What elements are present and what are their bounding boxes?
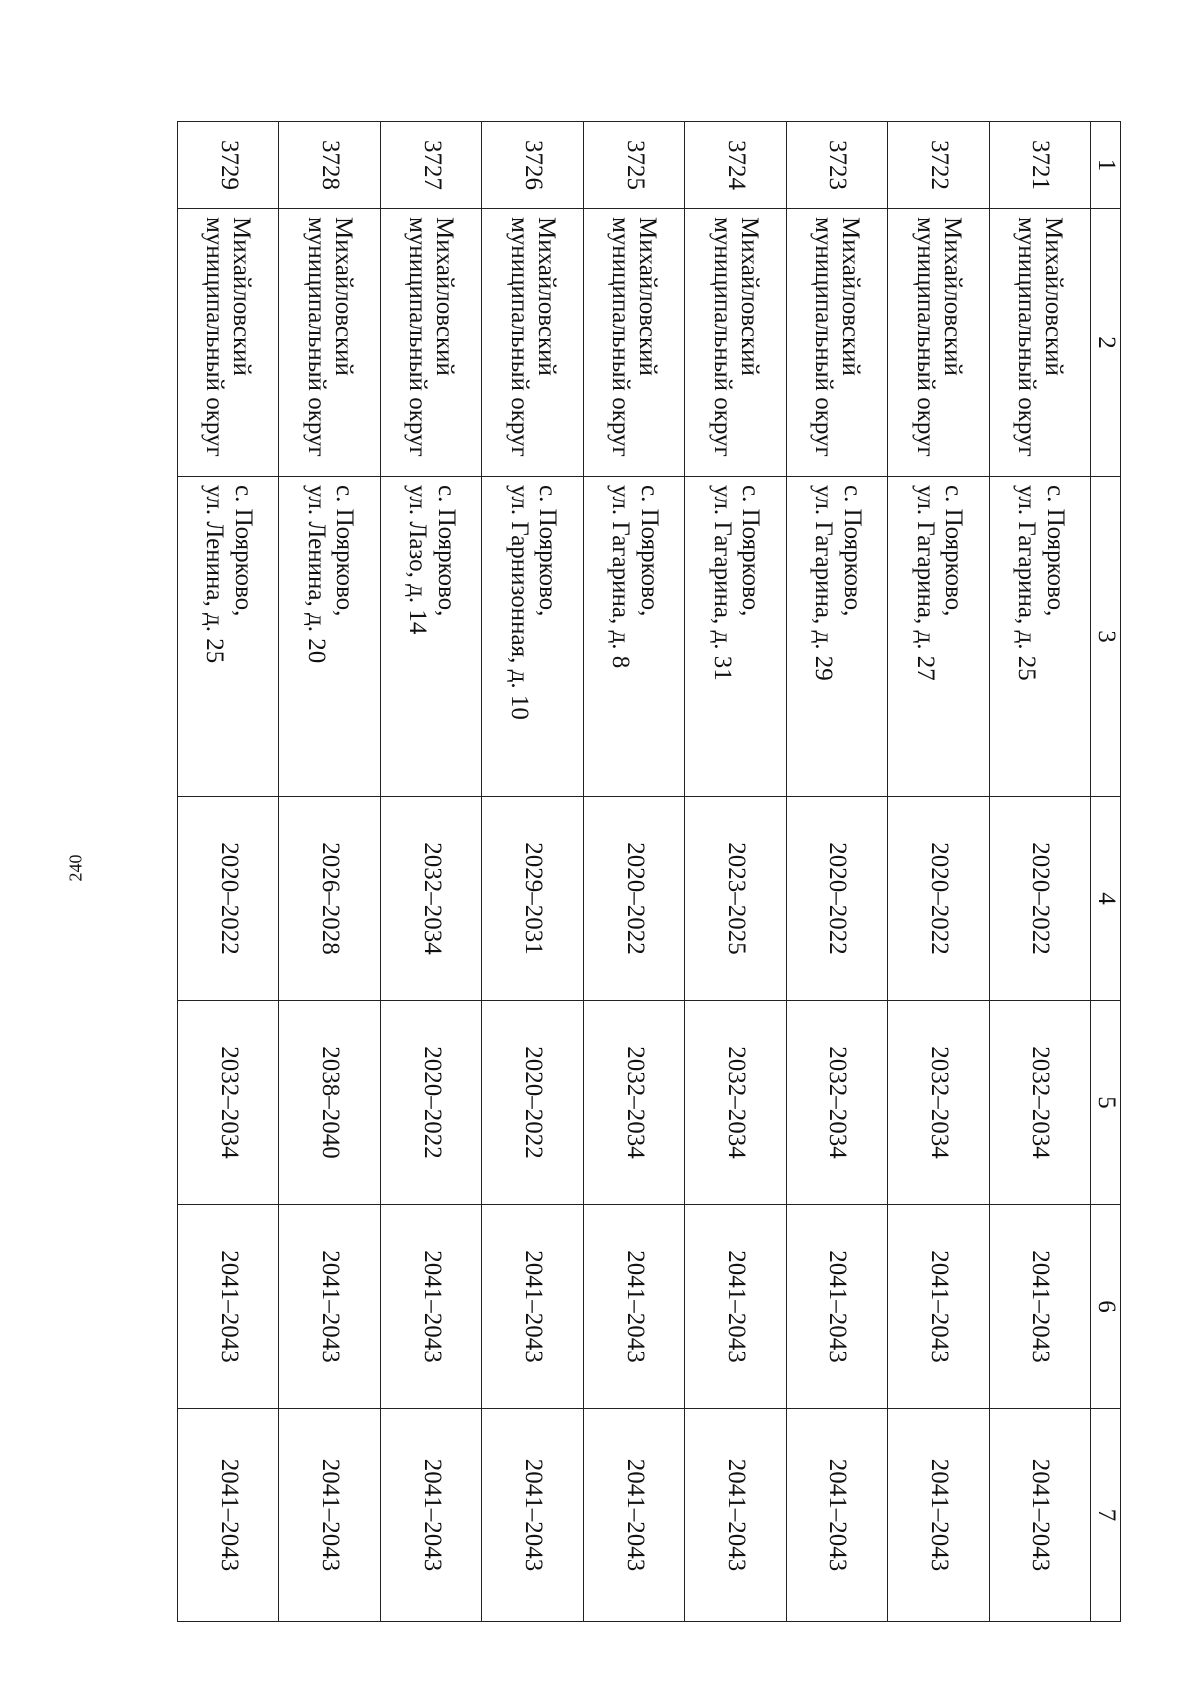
period-cell bbox=[786, 1205, 887, 1409]
district-cell bbox=[583, 209, 684, 477]
district-cell bbox=[279, 209, 380, 477]
table-row bbox=[786, 122, 887, 1622]
period-value: 2038–2040 bbox=[317, 1046, 345, 1159]
period-cell bbox=[583, 1001, 684, 1205]
address-settlement: с. Поярково, bbox=[838, 485, 866, 617]
period-value: 2041–2043 bbox=[317, 1458, 345, 1572]
record-number-cell bbox=[380, 122, 481, 209]
address-street: ул. Гагарина, д. 27 bbox=[911, 485, 939, 681]
period-value: 2032–2034 bbox=[1027, 1046, 1055, 1159]
period-cell bbox=[279, 1409, 380, 1622]
period-value: 2020–2022 bbox=[418, 1046, 446, 1159]
period-cell bbox=[279, 797, 380, 1001]
record-number-cell bbox=[786, 122, 887, 209]
period-value: 2041–2043 bbox=[520, 1250, 548, 1363]
address-cell bbox=[583, 477, 684, 797]
column-header: 4 bbox=[1091, 797, 1121, 1001]
period-cell bbox=[178, 1205, 280, 1409]
period-cell bbox=[989, 1001, 1090, 1205]
period-cell bbox=[583, 797, 684, 1001]
table-container bbox=[177, 121, 1121, 1621]
address-street: ул. Гагарина, д. 29 bbox=[810, 485, 838, 681]
district-cell bbox=[685, 209, 786, 477]
record-number: 3725 bbox=[621, 140, 649, 190]
table-row bbox=[583, 122, 684, 1622]
period-cell bbox=[583, 1409, 684, 1622]
period-cell bbox=[178, 1409, 280, 1622]
address-cell bbox=[482, 477, 583, 797]
period-cell bbox=[786, 1001, 887, 1205]
period-value: 2032–2034 bbox=[824, 1046, 852, 1159]
period-value: 2026–2028 bbox=[317, 842, 345, 955]
period-value: 2020–2022 bbox=[925, 842, 953, 955]
table-row bbox=[279, 122, 380, 1622]
column-header: 6 bbox=[1091, 1205, 1121, 1409]
table-row bbox=[685, 122, 786, 1622]
housing-schedule-table bbox=[177, 121, 1121, 1622]
table-row bbox=[989, 122, 1090, 1622]
address-settlement: с. Поярково, bbox=[534, 485, 562, 617]
period-cell bbox=[685, 1001, 786, 1205]
period-cell bbox=[380, 1205, 481, 1409]
period-value: 2041–2043 bbox=[722, 1458, 750, 1572]
page-number: 240 bbox=[65, 854, 86, 882]
address-street: ул. Ленина, д. 20 bbox=[302, 485, 330, 664]
district-cell bbox=[380, 209, 481, 477]
period-value: 2041–2043 bbox=[824, 1250, 852, 1363]
address-street: ул. Гагарина, д. 31 bbox=[708, 485, 736, 681]
record-number: 3721 bbox=[1027, 140, 1055, 190]
address-settlement: с. Поярково, bbox=[230, 485, 257, 617]
column-header: 7 bbox=[1091, 1409, 1121, 1622]
column-header: 1 bbox=[1091, 122, 1121, 209]
period-value: 2020–2022 bbox=[621, 842, 649, 955]
address-street: ул. Гагарина, д. 25 bbox=[1013, 485, 1041, 681]
address-street: ул. Гагарина, д. 8 bbox=[607, 485, 635, 669]
record-number-cell bbox=[178, 122, 280, 209]
period-cell bbox=[380, 1409, 481, 1622]
record-number: 3724 bbox=[722, 140, 750, 190]
district-name: Михайловский муниципальный округ bbox=[1013, 217, 1068, 457]
record-number-cell bbox=[888, 122, 989, 209]
period-cell bbox=[380, 1001, 481, 1205]
period-cell bbox=[786, 1409, 887, 1622]
address-settlement: с. Поярково, bbox=[432, 485, 460, 617]
period-value: 2020–2022 bbox=[520, 1046, 548, 1159]
table-row bbox=[178, 122, 280, 1622]
table-header-row bbox=[1091, 122, 1121, 1622]
district-cell bbox=[482, 209, 583, 477]
district-name: Михайловский муниципальный округ bbox=[810, 217, 865, 457]
district-name: Михайловский муниципальный округ bbox=[607, 217, 662, 457]
period-cell bbox=[178, 1001, 280, 1205]
address-settlement: с. Поярково, bbox=[635, 485, 663, 617]
record-number: 3723 bbox=[824, 140, 852, 190]
period-cell bbox=[178, 797, 280, 1001]
period-cell bbox=[989, 1409, 1090, 1622]
period-cell bbox=[279, 1001, 380, 1205]
address-settlement: с. Поярково, bbox=[737, 485, 765, 617]
period-value: 2032–2034 bbox=[418, 842, 446, 955]
period-value: 2041–2043 bbox=[824, 1458, 852, 1572]
record-number-cell bbox=[279, 122, 380, 209]
address-cell bbox=[888, 477, 989, 797]
district-name: Михайловский муниципальный округ bbox=[505, 217, 560, 457]
address-cell bbox=[685, 477, 786, 797]
period-value: 2041–2043 bbox=[925, 1250, 953, 1363]
district-name: Михайловский муниципальный округ bbox=[708, 217, 763, 457]
period-value: 2041–2043 bbox=[317, 1250, 345, 1363]
period-value: 2023–2025 bbox=[722, 842, 750, 955]
period-value: 2041–2043 bbox=[520, 1458, 548, 1572]
period-value: 2029–2031 bbox=[520, 842, 548, 955]
address-settlement: с. Поярково, bbox=[1041, 485, 1069, 617]
period-value: 2041–2043 bbox=[215, 1250, 243, 1363]
period-value: 2032–2034 bbox=[925, 1046, 953, 1159]
period-value: 2041–2043 bbox=[1027, 1250, 1055, 1363]
address-settlement: с. Поярково, bbox=[940, 485, 968, 617]
address-cell bbox=[380, 477, 481, 797]
period-cell bbox=[888, 797, 989, 1001]
table-row bbox=[482, 122, 583, 1622]
period-value: 2032–2034 bbox=[621, 1046, 649, 1159]
period-cell bbox=[888, 1001, 989, 1205]
district-name: Михайловский муниципальный округ bbox=[404, 217, 459, 457]
period-cell bbox=[888, 1409, 989, 1622]
period-value: 2041–2043 bbox=[418, 1250, 446, 1363]
address-cell bbox=[178, 477, 280, 797]
period-value: 2032–2034 bbox=[215, 1046, 243, 1159]
column-header: 5 bbox=[1091, 1001, 1121, 1205]
record-number-cell bbox=[583, 122, 684, 209]
column-header: 3 bbox=[1091, 477, 1121, 797]
period-value: 2020–2022 bbox=[824, 842, 852, 955]
period-value: 2041–2043 bbox=[621, 1458, 649, 1572]
record-number: 3726 bbox=[520, 140, 548, 190]
address-cell bbox=[989, 477, 1090, 797]
period-cell bbox=[482, 1409, 583, 1622]
period-value: 2020–2022 bbox=[215, 842, 243, 955]
district-cell bbox=[178, 209, 280, 477]
period-cell bbox=[685, 1409, 786, 1622]
record-number: 3727 bbox=[418, 140, 446, 190]
address-cell bbox=[279, 477, 380, 797]
period-value: 2041–2043 bbox=[1027, 1458, 1055, 1572]
period-value: 2041–2043 bbox=[722, 1250, 750, 1363]
period-value: 2032–2034 bbox=[722, 1046, 750, 1159]
address-street: ул. Ленина, д. 25 bbox=[201, 485, 229, 664]
record-number: 3722 bbox=[925, 140, 953, 190]
record-number-cell bbox=[989, 122, 1090, 209]
address-street: ул. Гарнизонная, д. 10 bbox=[505, 485, 533, 720]
period-cell bbox=[482, 1001, 583, 1205]
period-cell bbox=[482, 1205, 583, 1409]
record-number-cell bbox=[685, 122, 786, 209]
column-header: 2 bbox=[1091, 209, 1121, 477]
district-name: Михайловский муниципальный округ bbox=[302, 217, 357, 457]
period-cell bbox=[685, 797, 786, 1001]
address-settlement: с. Поярково, bbox=[331, 485, 359, 617]
period-cell bbox=[380, 797, 481, 1001]
record-number-cell bbox=[482, 122, 583, 209]
period-value: 2041–2043 bbox=[621, 1250, 649, 1363]
period-value: 2020–2022 bbox=[1027, 842, 1055, 955]
period-cell bbox=[279, 1205, 380, 1409]
table-row bbox=[380, 122, 481, 1622]
district-cell bbox=[989, 209, 1090, 477]
period-cell bbox=[786, 797, 887, 1001]
record-number: 3728 bbox=[317, 140, 345, 190]
period-cell bbox=[888, 1205, 989, 1409]
period-cell bbox=[482, 797, 583, 1001]
period-value: 2041–2043 bbox=[418, 1458, 446, 1572]
period-cell bbox=[685, 1205, 786, 1409]
address-street: ул. Лазо, д. 14 bbox=[404, 485, 432, 635]
district-cell bbox=[786, 209, 887, 477]
record-number: 3729 bbox=[215, 140, 243, 190]
district-name: Михайловский муниципальный округ bbox=[201, 217, 256, 457]
district-cell bbox=[888, 209, 989, 477]
district-name: Михайловский муниципальный округ bbox=[911, 217, 966, 457]
period-value: 2041–2043 bbox=[215, 1458, 243, 1572]
period-cell bbox=[583, 1205, 684, 1409]
period-cell bbox=[989, 1205, 1090, 1409]
period-value: 2041–2043 bbox=[925, 1458, 953, 1572]
table-row bbox=[888, 122, 989, 1622]
table-body bbox=[178, 122, 1091, 1622]
period-cell bbox=[989, 797, 1090, 1001]
address-cell bbox=[786, 477, 887, 797]
